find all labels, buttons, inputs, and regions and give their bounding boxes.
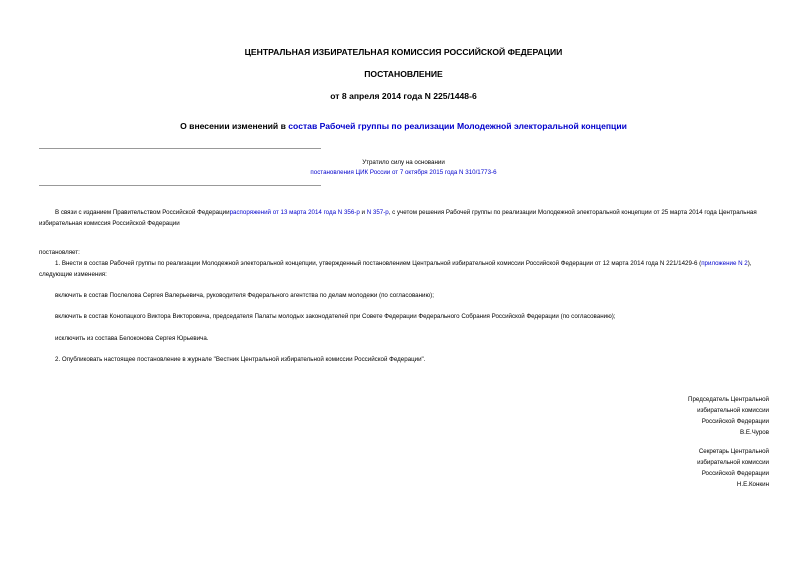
subject-link[interactable]: состав Рабочей группы по реализации Молодежной электоральной концепции (288, 121, 627, 131)
signature-line: Российской Федерации (701, 470, 769, 477)
signature-line: Секретарь Центральной (698, 448, 769, 455)
document-subject (0, 121, 807, 131)
signature-name: В.Е.Чуров (739, 429, 769, 436)
signature-secretary (609, 446, 769, 490)
status-note-link[interactable]: постановления ЦИК России от 7 октября 2015 года N 310/1773-6 (310, 169, 497, 176)
issuing-organization: ЦЕНТРАЛЬНАЯ ИЗБИРАТЕЛЬНАЯ КОМИССИЯ РОССИЙСКОЙ ФЕДЕРАЦИИ (244, 47, 563, 57)
subject-prefix: О внесении изменений в (180, 121, 289, 131)
signature-line: избирательной комиссии (697, 407, 769, 414)
signature-chairman (609, 394, 769, 438)
document-date-number: от 8 апреля 2014 года N 225/1448-6 (330, 91, 477, 101)
signature-line: избирательной комиссии (697, 459, 769, 466)
status-note-line (0, 168, 807, 178)
preamble-link-1[interactable]: распоряжений от 13 марта 2014 года N 356-р (229, 209, 360, 216)
change-item: исключить из состава Белоконова Сергея Юрьевича. (55, 335, 209, 342)
item-1-appendix-link[interactable]: приложение N 2 (701, 260, 748, 267)
item-2-paragraph: 2. Опубликовать настоящее постановление в журнале "Вестник Центральной избирательной комиссии Российской Федерации". (55, 356, 426, 363)
preamble-link-2[interactable]: N 357-р (366, 209, 389, 216)
divider-bottom (39, 185, 321, 186)
item-1-paragraph (39, 258, 769, 280)
preamble-text-1: В связи с изданием Правительством Российской Федерации (55, 209, 230, 216)
divider-top (39, 148, 321, 149)
change-item: включить в состав Конопацкого Виктора Викторовича, председателя Палаты молодых законодателей при Совете Федерации Федерального Собрания Российской Федерации (по согласованию); (55, 313, 616, 320)
preamble-and: и (359, 209, 367, 216)
status-note-text: Утратило силу на основании (362, 159, 445, 166)
signature-line: Российской Федерации (701, 418, 769, 425)
preamble-text-2: , с учетом решения Рабочей группы по реализации Молодежной электоральной концепции от 25 марта 2014 года Центральная избирательная комиссия Российской Федерации (39, 209, 757, 227)
item-1-text-2: ), следующие изменения: (39, 260, 752, 278)
document-type: ПОСТАНОВЛЕНИЕ (364, 69, 443, 79)
signature-line: Председатель Центральной (688, 396, 769, 403)
resolves-word: постановляет: (39, 249, 80, 256)
preamble-paragraph (39, 207, 769, 229)
item-1-text-1: 1. Внести в состав Рабочей группы по реализации Молодежной электоральной концепции, утвержденный постановлением Центральной избирательной комиссии Российской Федерации от 12 марта 2014 года N 221/1429-6 ( (55, 260, 702, 267)
signature-name: Н.Е.Конкин (736, 481, 769, 488)
change-item: включить в состав Послелова Сергея Валерьевича, руководителя Федерального агентства по делам молодежи (по согласованию); (55, 292, 434, 299)
